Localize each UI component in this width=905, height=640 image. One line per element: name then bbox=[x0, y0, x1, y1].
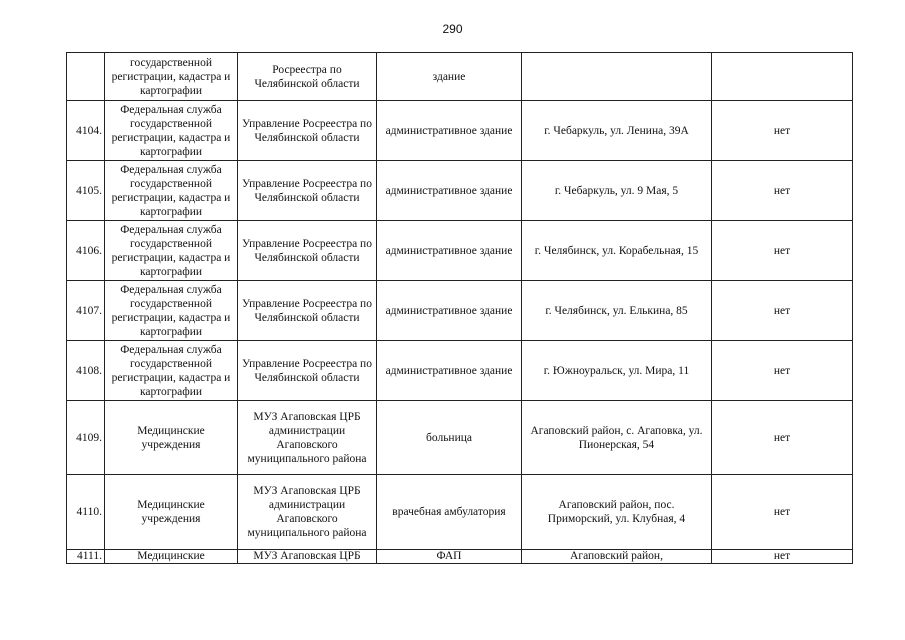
note-cell: нет bbox=[712, 101, 853, 161]
department-cell: Управление Росреестра по Челябинской области bbox=[238, 101, 377, 161]
row-number: 4108. bbox=[67, 341, 105, 401]
address-cell: Агаповский район, bbox=[522, 550, 712, 564]
object-type-cell: больница bbox=[377, 401, 522, 475]
note-cell: нет bbox=[712, 221, 853, 281]
department-cell: Управление Росреестра по Челябинской области bbox=[238, 281, 377, 341]
organization-cell: Федеральная служба государственной регистрации, кадастра и картографии bbox=[105, 221, 238, 281]
row-number: 4107. bbox=[67, 281, 105, 341]
row-number: 4104. bbox=[67, 101, 105, 161]
table-row bbox=[67, 161, 853, 221]
row-number: 4106. bbox=[67, 221, 105, 281]
department-cell: МУЗ Агаповская ЦРБ администрации Агаповского муниципального района bbox=[238, 401, 377, 475]
department-cell: Управление Росреестра по Челябинской области bbox=[238, 341, 377, 401]
address-cell: г. Чебаркуль, ул. Ленина, 39А bbox=[522, 101, 712, 161]
department-cell: Управление Росреестра по Челябинской области bbox=[238, 161, 377, 221]
note-cell: нет bbox=[712, 475, 853, 550]
organization-cell: Медицинские bbox=[105, 550, 238, 564]
department-cell: МУЗ Агаповская ЦРБ администрации Агаповского муниципального района bbox=[238, 475, 377, 550]
object-type-cell: административное здание bbox=[377, 341, 522, 401]
object-type-cell: здание bbox=[377, 53, 522, 101]
organization-cell: Федеральная служба государственной регистрации, кадастра и картографии bbox=[105, 341, 238, 401]
note-cell: нет bbox=[712, 281, 853, 341]
table-row bbox=[67, 281, 853, 341]
organization-cell: Федеральная служба государственной регистрации, кадастра и картографии bbox=[105, 161, 238, 221]
row-number: 4111. bbox=[67, 550, 105, 564]
object-type-cell: врачебная амбулатория bbox=[377, 475, 522, 550]
note-cell: нет bbox=[712, 341, 853, 401]
object-type-cell: административное здание bbox=[377, 281, 522, 341]
object-type-cell: административное здание bbox=[377, 161, 522, 221]
table-row bbox=[67, 53, 853, 101]
registry-table bbox=[66, 52, 853, 564]
address-cell: г. Южноуральск, ул. Мира, 11 bbox=[522, 341, 712, 401]
table-row bbox=[67, 101, 853, 161]
object-type-cell: административное здание bbox=[377, 101, 522, 161]
organization-cell: Медицинские учреждения bbox=[105, 475, 238, 550]
table-row bbox=[67, 550, 853, 564]
department-cell: МУЗ Агаповская ЦРБ bbox=[238, 550, 377, 564]
row-number: 4105. bbox=[67, 161, 105, 221]
organization-cell: Медицинские учреждения bbox=[105, 401, 238, 475]
note-cell: нет bbox=[712, 401, 853, 475]
table-row bbox=[67, 341, 853, 401]
address-cell: Агаповский район, пос. Приморский, ул. Клубная, 4 bbox=[522, 475, 712, 550]
address-cell: г. Челябинск, ул. Корабельная, 15 bbox=[522, 221, 712, 281]
organization-cell: Федеральная служба государственной регистрации, кадастра и картографии bbox=[105, 101, 238, 161]
address-cell: Агаповский район, с. Агаповка, ул. Пионерская, 54 bbox=[522, 401, 712, 475]
table-row bbox=[67, 401, 853, 475]
organization-cell: Федеральная служба государственной регистрации, кадастра и картографии bbox=[105, 281, 238, 341]
address-cell bbox=[522, 53, 712, 101]
table-row bbox=[67, 475, 853, 550]
object-type-cell: ФАП bbox=[377, 550, 522, 564]
address-cell: г. Челябинск, ул. Елькина, 85 bbox=[522, 281, 712, 341]
object-type-cell: административное здание bbox=[377, 221, 522, 281]
note-cell: нет bbox=[712, 161, 853, 221]
row-number bbox=[67, 53, 105, 101]
row-number: 4110. bbox=[67, 475, 105, 550]
page-number: 290 bbox=[442, 22, 463, 36]
note-cell bbox=[712, 53, 853, 101]
row-number: 4109. bbox=[67, 401, 105, 475]
address-cell: г. Чебаркуль, ул. 9 Мая, 5 bbox=[522, 161, 712, 221]
department-cell: Управление Росреестра по Челябинской области bbox=[238, 221, 377, 281]
table-row bbox=[67, 221, 853, 281]
note-cell: нет bbox=[712, 550, 853, 564]
organization-cell: государственной регистрации, кадастра и картографии bbox=[105, 53, 238, 101]
department-cell: Росреестра по Челябинской области bbox=[238, 53, 377, 101]
